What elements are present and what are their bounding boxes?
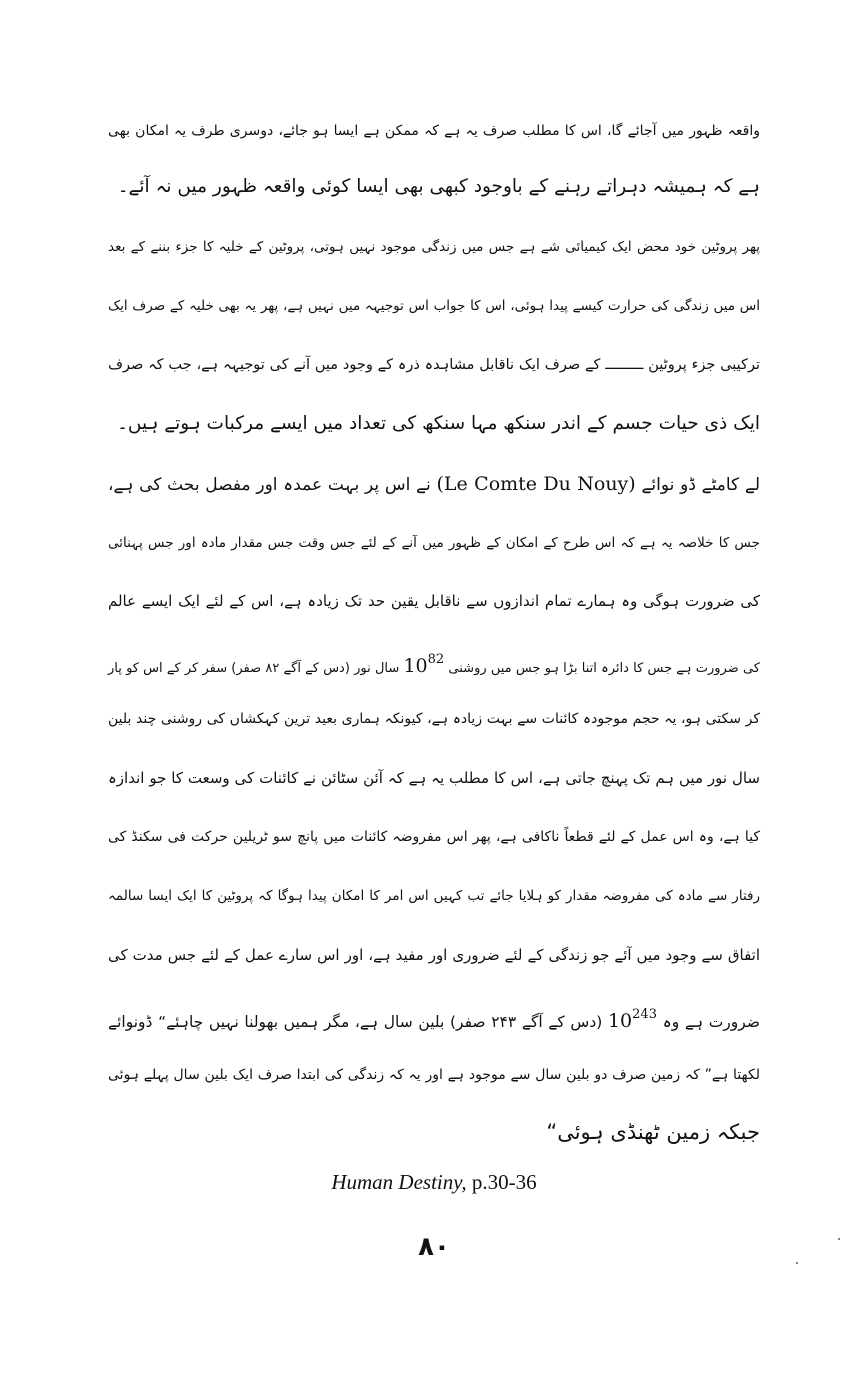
text-line-10 [108, 645, 760, 684]
text-line-11: کر سکتی ہو، یہ حجم موجودہ کائنات سے بہت زیادہ ہے، کیونکہ ہماری بعید ترین کہکشاں کی روشنی چند بلین [108, 711, 760, 727]
text-line-13: کیا ہے، وہ اس عمل کے لئے قطعاً ناکافی ہے، پھر اس مفروضہ کائنات میں پانچ سو ٹریلین حرکت فی سکنڈ کی [108, 829, 760, 845]
line-10-end: سال نور (دس کے آگے ۸۲ صفر) سفر کر کے اس کو پار [108, 661, 400, 676]
power-base-1: 10 [403, 655, 428, 677]
text-line-1: واقعہ ظہور میں آجائے گا، اس کا مطلب صرف یہ ہے کہ ممکن ہے ایسا ہو جائے، دوسری طرف یہ امکان بھی [108, 123, 760, 139]
scan-speck [796, 1262, 798, 1264]
power-base-2: 10 [607, 1010, 633, 1032]
citation-title: Human Destiny, [331, 1170, 467, 1194]
text-line-2: ہے کہ ہمیشہ دہراتے رہنے کے باوجود کبھی بھی ایسا کوئی واقعہ ظہور میں نہ آئے۔ [117, 176, 760, 197]
text-line-12: سال نور میں ہم تک پہنچ جاتی ہے، اس کا مطلب یہ ہے کہ آئن سٹائن نے کائنات کی وسعت کا جو اندازہ [108, 769, 760, 787]
text-line-16 [108, 1000, 760, 1037]
author-name-latin: (Le Comte Du Nouy) [436, 473, 636, 495]
text-line-9: کی ضرورت ہوگی وہ ہمارے تمام اندازوں سے ناقابل یقین حد تک زیادہ ہے، اس کے لئے ایک ایسے عالم [108, 592, 760, 610]
text-line-4: اس میں زندگی کی حرارت کیسے پیدا ہوئی، اس کا جواب اس توجیہہ میں نہیں ہے، پھر یہ بھی خلیہ کے صرف ایک [108, 298, 760, 314]
text-line-7 [108, 469, 760, 500]
scan-speck [838, 1238, 840, 1240]
text-line-3: پھر پروٹین خود محض ایک کیمیائی شے ہے جس میں زندگی موجود نہیں ہوتی، پروٹین کے خلیہ کا جزء بننے کے بعد [108, 239, 760, 255]
line-16-end: (دس کے آگے ۲۴۳ صفر) بلین سال ہے، مگر ہمیں بھولنا نہیں چاہئے“ ڈونوائے [108, 1013, 603, 1031]
line-7-rest: نے اس پر بہت عمدہ اور مفصل بحث کی ہے، [108, 475, 431, 495]
line-10-start: کی ضرورت ہے جس کا دائرہ اتنا بڑا ہو جس میں روشنی [448, 661, 760, 676]
page-number: ۸۰ [418, 1232, 450, 1262]
text-line-6: ایک ذی حیات جسم کے اندر سنکھ مہا سنکھ کی تعداد میں ایسے مرکبات ہوتے ہیں۔ [117, 413, 760, 434]
text-line-5: ترکیبی جزء پروٹین ـــــــــ کے صرف ایک ناقابل مشاہدہ ذرہ کے وجود میں آنے کی توجیہہ ہے، جب کہ صرف [108, 357, 760, 373]
text-line-17: لکھتا ہے” کہ زمین صرف دو بلین سال سے موجود ہے اور یہ کہ زندگی کی ابتدا صرف ایک بلین سال پہلے ہوئی [108, 1067, 760, 1083]
citation [0, 1170, 868, 1195]
citation-pages: p.30-36 [471, 1170, 537, 1194]
text-line-15: اتفاق سے وجود میں آئے جو زندگی کے لئے ضروری اور مفید ہے، اور اس سارے عمل کے لئے جس مدت کی [108, 946, 760, 964]
line-16-start: ضرورت ہے وہ [662, 1013, 760, 1031]
text-line-18: جبکہ زمین ٹھنڈی ہوئی“ [546, 1120, 760, 1144]
power-exponent-1: 82 [427, 652, 445, 667]
exponent-expression-1 [403, 652, 445, 677]
author-name-urdu: لے کامٹے ڈو نوائے [641, 475, 761, 495]
text-line-8: جس کا خلاصہ یہ ہے کہ اس طرح کے امکان کے ظہور میں آنے کے لئے جس وقت جس مقدار مادہ اور جس پہنائی [108, 535, 760, 551]
power-exponent-2: 243 [632, 1007, 657, 1022]
exponent-expression-2 [607, 1007, 657, 1032]
text-line-14: رفتار سے مادہ کی مفروضہ مقدار کو ہلایا جائے تب کہیں اس امر کا امکان پیدا ہوگا کہ پروٹین کا ایک ایسا سالمہ [108, 888, 760, 904]
